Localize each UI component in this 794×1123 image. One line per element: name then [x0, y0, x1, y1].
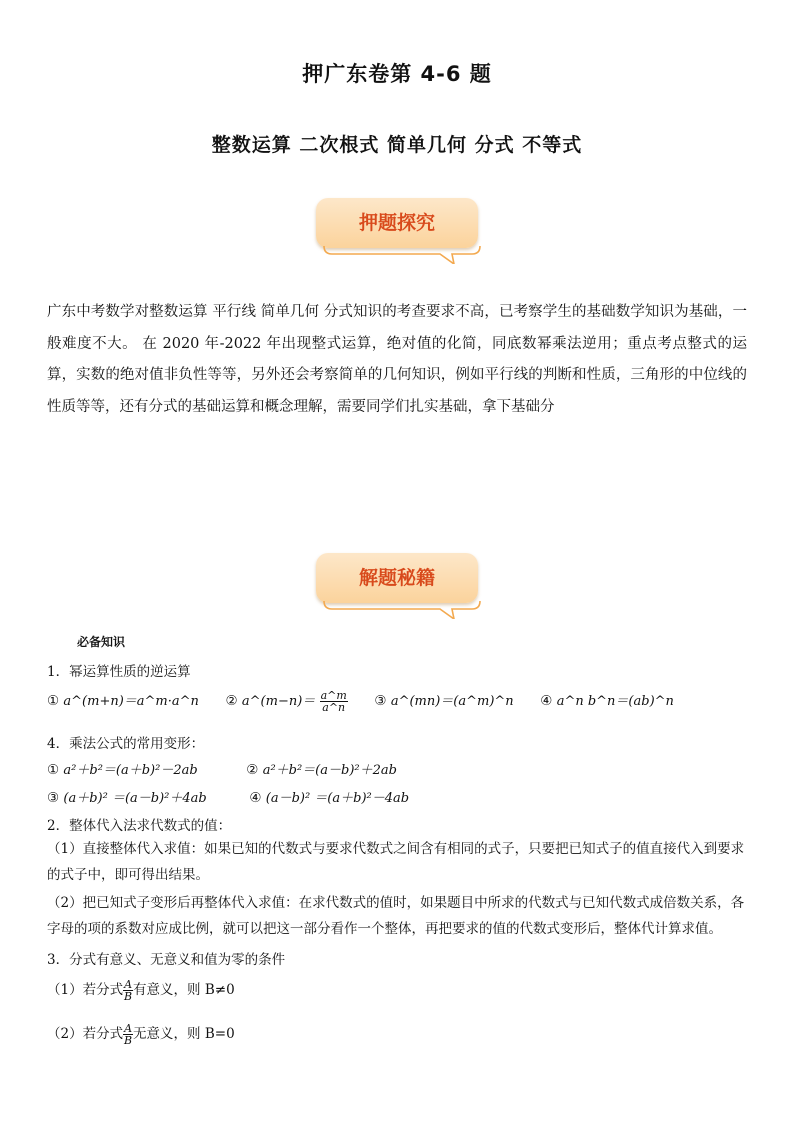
condition-text: 无意义，则 B=0: [133, 1026, 235, 1042]
formula-row: [47, 787, 409, 806]
fraction-denominator: B: [124, 1034, 133, 1047]
heading-power-rules: 1．幂运算性质的逆运算: [47, 664, 191, 680]
formula-expression: a^n b^n＝(ab)^n: [556, 694, 674, 709]
page-subtitle: 整数运算 二次根式 简单几何 分式 不等式: [211, 134, 583, 156]
fraction-numerator: a^m: [320, 689, 347, 702]
formula-number: ①: [47, 693, 60, 709]
paragraph-transformed-substitution: （2）把已知式子变形后再整体代入求值：在求代数式的值时，如果题目中所求的代数式与已知代数式成倍数关系，各字母的项的系数对应成比例，就可以把这一部分看作一个整体，再把要求的值的代数式变形后，整体代计算求值。: [47, 895, 745, 937]
formula-number: ②: [246, 762, 259, 778]
formula-expression: a^(m+n)＝a^m·a^n: [63, 694, 199, 709]
formula-fraction: [123, 1023, 133, 1046]
section-label: 必备知识: [77, 635, 126, 649]
condition-text: （2）若分式: [47, 1026, 124, 1042]
condition-meaningful: [47, 978, 235, 1002]
fraction-denominator: B: [124, 990, 133, 1003]
formula-fraction: [320, 690, 348, 713]
formula-number: ①: [47, 762, 60, 778]
condition-text: 有意义，则 B≠0: [133, 982, 235, 998]
fraction-denominator: a^n: [322, 701, 346, 714]
fraction-numerator: A: [124, 1022, 133, 1035]
formula-expression: a²＋b²＝(a＋b)²－2ab: [63, 763, 198, 778]
formula-number: ④: [249, 790, 262, 806]
paragraph-direct-substitution: （1）直接整体代入求值：如果已知的代数式与要求代数式之间含有相同的式子，只要把已知式子的值直接代入到要求的式子中，即可得出结果。: [47, 841, 745, 883]
heading-substitution: 2．整体代入法求代数式的值：: [47, 818, 232, 834]
formula-number: ②: [225, 693, 238, 709]
heading-fraction-conditions: 3．分式有意义、无意义和值为零的条件: [47, 952, 286, 968]
condition-meaningless: [47, 1022, 235, 1046]
formula-fraction: [123, 979, 133, 1002]
formula-expression: (a＋b)² ＝(a－b)²＋4ab: [63, 791, 207, 806]
badge-tail-icon: [322, 244, 482, 264]
formula-expression: a^(m−n)＝: [241, 694, 316, 709]
formula-number: ③: [374, 693, 387, 709]
formula-expression: a²＋b²＝(a－b)²＋2ab: [262, 763, 397, 778]
page-title: 押广东卷第 4-6 题: [302, 62, 492, 86]
condition-text: （1）若分式: [47, 982, 124, 998]
formula-row: [47, 759, 397, 778]
formula-expression: (a－b)² ＝(a＋b)²－4ab: [265, 791, 410, 806]
intro-paragraph: 广东中考数学对整数运算 平行线 简单几何 分式知识的考查要求不高，已考察学生的基础数学知识为基础，一般难度不大。 在 2020 年-2022 年出现整式运算，绝对值的化简，同底数幂乘法逆用；重点考点整式的运算，实数的绝对值非负性等等，另外还会考察简单的几何知识，例如平行线的判断和性质，三角形的中位线的性质等等，还有分式的基础运算和概念理解，需要同学们扎实基础，拿下基础分: [47, 304, 747, 415]
badge-tail-icon: [322, 599, 482, 619]
formula-power-rules: [47, 690, 674, 713]
heading-multiplication-formulas: 4．乘法公式的常用变形：: [47, 736, 205, 752]
section-badge-explore: 押题探究: [316, 198, 478, 248]
section-badge-secrets: 解题秘籍: [316, 553, 478, 603]
formula-number: ④: [540, 693, 553, 709]
formula-expression: a^(mn)＝(a^m)^n: [390, 694, 514, 709]
fraction-numerator: A: [124, 978, 133, 991]
formula-number: ③: [47, 790, 60, 806]
